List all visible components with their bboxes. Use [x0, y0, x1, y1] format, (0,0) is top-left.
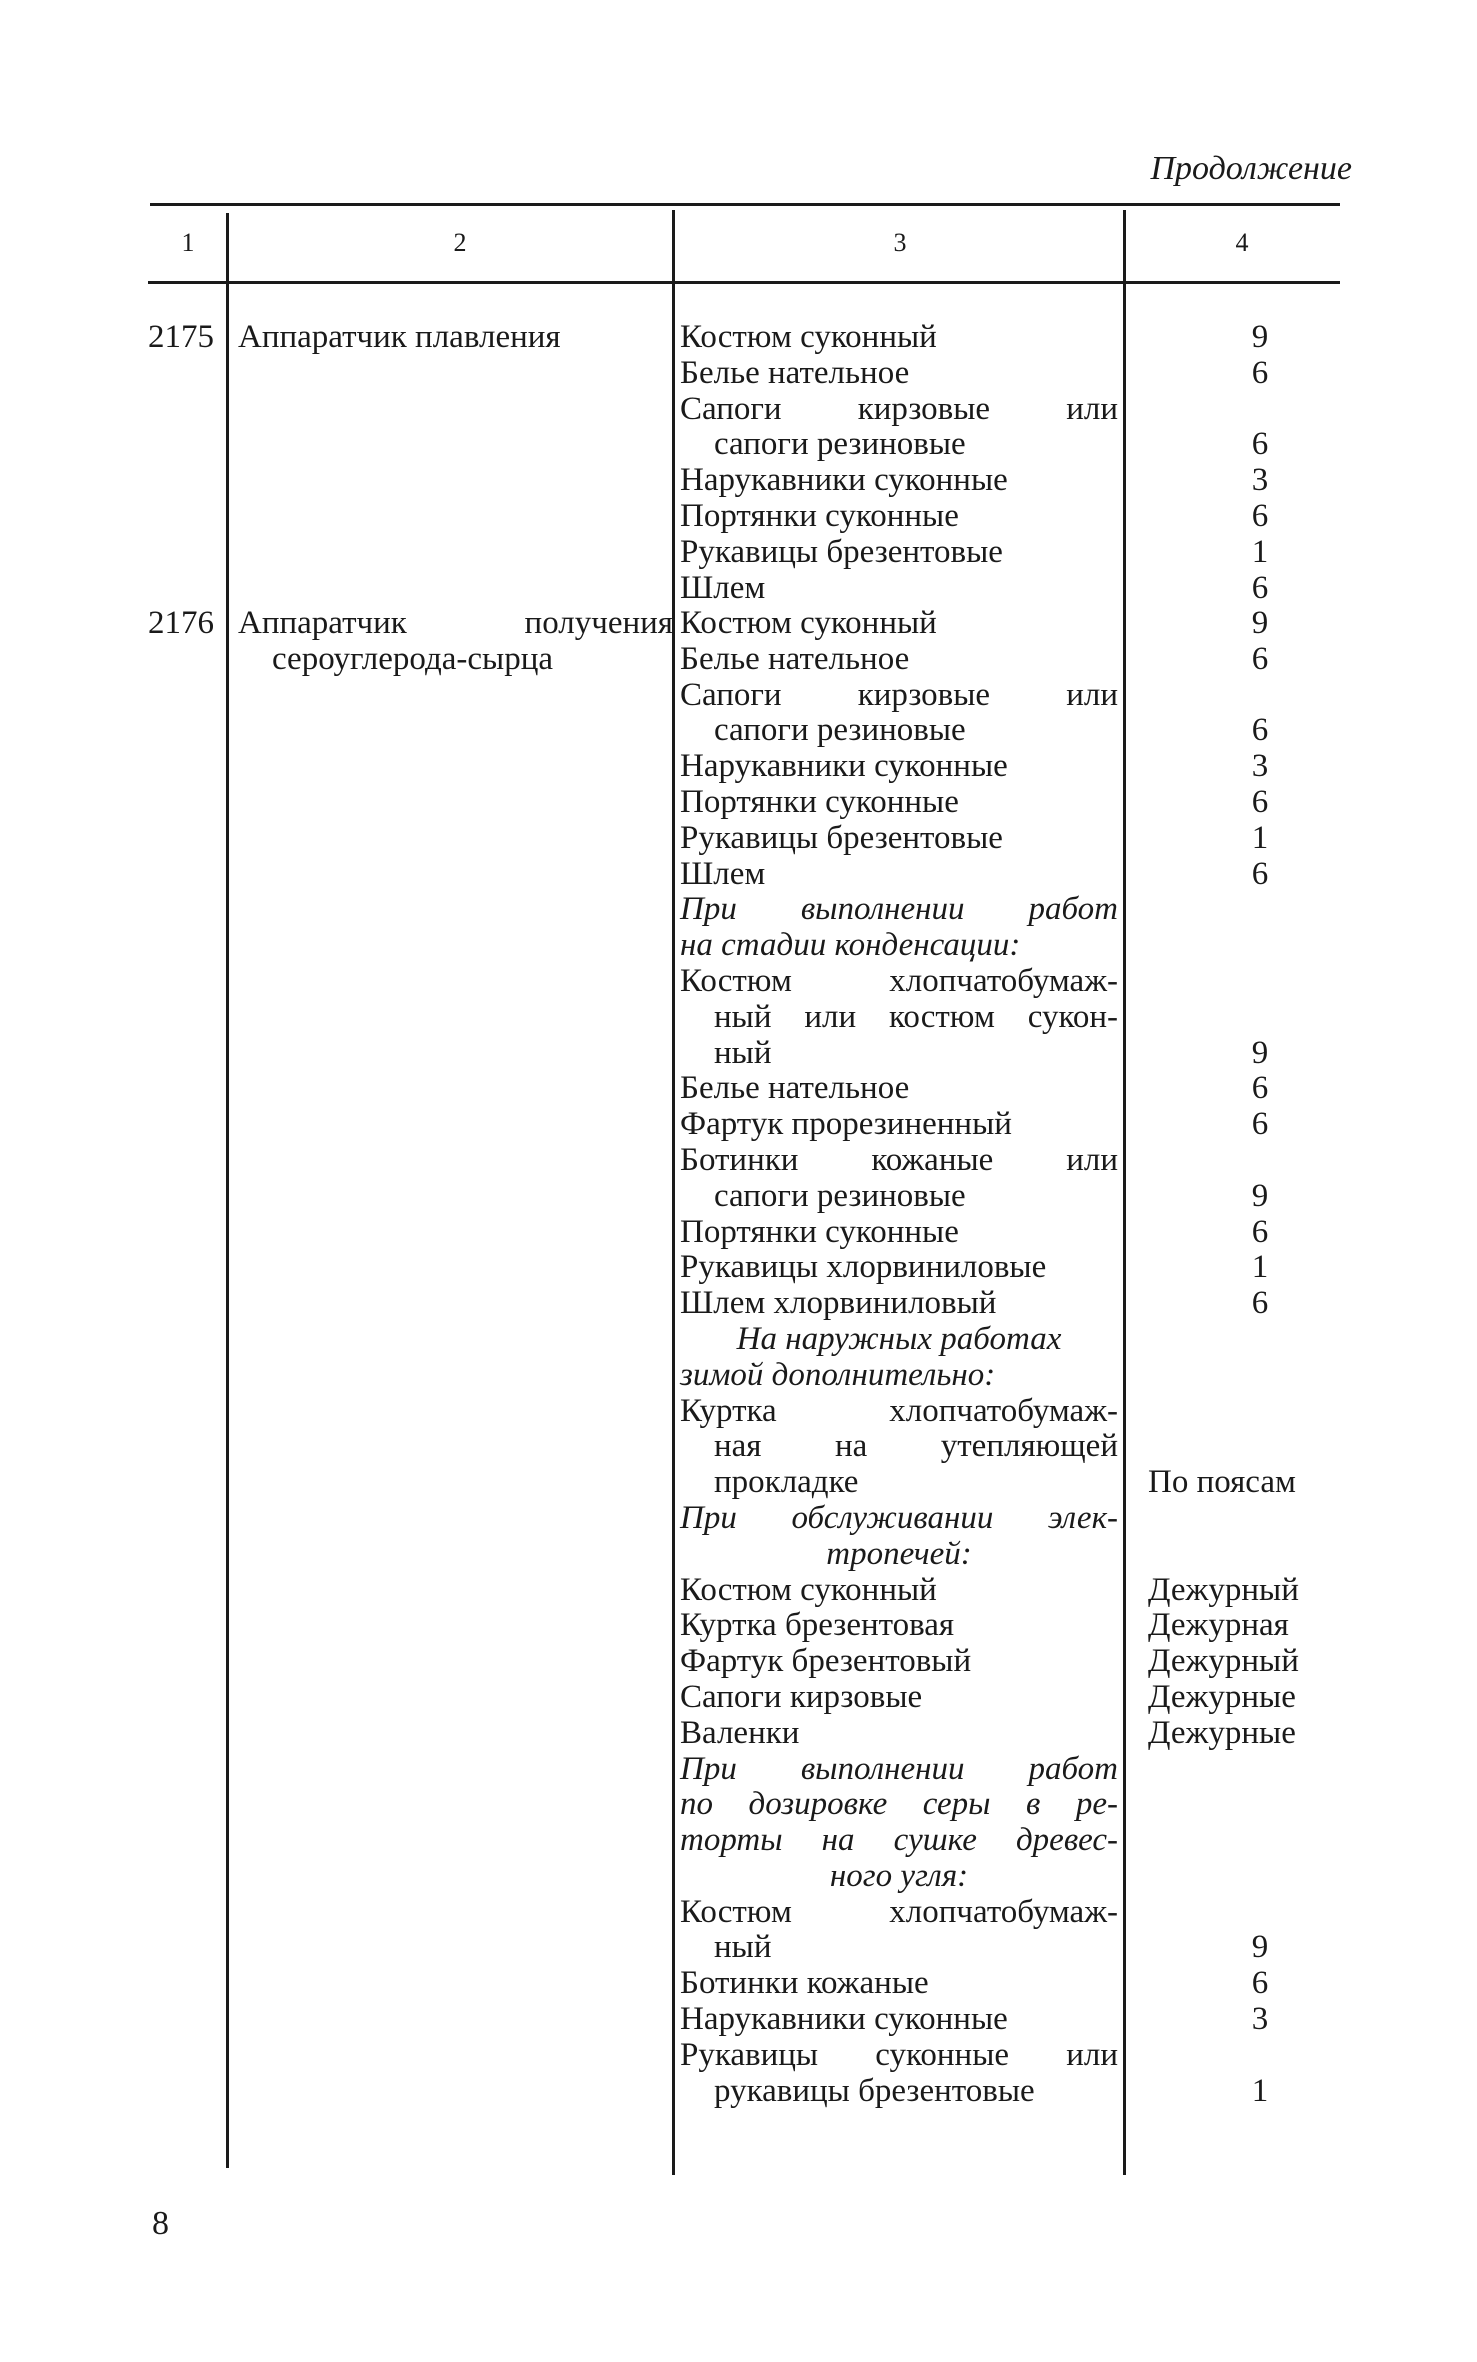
- quantity-cell: 6: [1251, 855, 1269, 892]
- item-line: сапоги резиновые: [714, 426, 966, 463]
- quantity-cell: [1130, 392, 1370, 428]
- quantity-cell: 9: [1251, 1034, 1269, 1071]
- item-line: Белье нательное: [680, 640, 910, 677]
- item-line: Сапоги кирзовые: [680, 1678, 923, 1715]
- item-line: Фартук брезентовый: [680, 1643, 972, 1680]
- item-line: рукавицы брезентовые: [714, 2072, 1035, 2109]
- item-line: Нарукавники суконные: [680, 2001, 1008, 2038]
- item-line: Шлем хлорвиниловый: [680, 1285, 997, 1322]
- quantity-cell: [1130, 892, 1370, 928]
- quantity-cell: [1130, 1501, 1370, 1537]
- quantity-cell: [1130, 1143, 1370, 1179]
- quantity-cell: [1130, 1859, 1370, 1895]
- item-line: Нарукавники суконные: [680, 462, 1008, 499]
- quantities-list: [1130, 606, 1370, 2109]
- item-line: прокладке: [714, 1464, 859, 1501]
- column-header-2: 2: [453, 228, 467, 257]
- quantity-cell: 3: [1251, 748, 1269, 785]
- quantity-cell: 6: [1251, 1106, 1269, 1143]
- quantity-cell: 3: [1251, 462, 1269, 499]
- quantity-cell: 9: [1251, 1929, 1269, 1966]
- item-line: Шлем: [680, 569, 766, 606]
- quantity-cell: 6: [1251, 426, 1269, 463]
- item-line: на стадии конденсации:: [680, 927, 1021, 964]
- item-line: сапоги резиновые: [714, 1177, 966, 1214]
- item-line: ная на утепляющей: [714, 1428, 1118, 1465]
- quantity-cell: 6: [1251, 1965, 1269, 2002]
- quantity-cell: [1130, 1537, 1370, 1573]
- quantity-cell: [1130, 1000, 1370, 1036]
- item-line: Костюм суконный: [680, 319, 937, 355]
- page-number: 8: [152, 2205, 169, 2242]
- item-line: Костюм суконный: [680, 1571, 937, 1608]
- column-divider-1: [226, 213, 229, 2168]
- item-line: Нарукавники суконные: [680, 748, 1008, 785]
- quantity-cell: 6: [1251, 497, 1269, 534]
- quantity-cell: 9: [1251, 1177, 1269, 1214]
- profession-line: Аппаратчик получения: [238, 605, 673, 641]
- item-line: Валенки: [680, 1714, 800, 1751]
- item-line: ного угля:: [829, 1857, 969, 1894]
- quantity-cell: 9: [1251, 319, 1269, 355]
- item-line: Портянки суконные: [680, 497, 959, 534]
- row-code: 2175: [148, 319, 214, 355]
- item-line: Белье нательное: [680, 1070, 910, 1107]
- quantity-cell: 9: [1251, 605, 1269, 641]
- quantity-cell: [1130, 678, 1370, 714]
- item-line: Рукавицы хлорвиниловые: [680, 1249, 1047, 1286]
- quantity-cell: 6: [1251, 640, 1269, 677]
- item-line: зимой дополнительно:: [680, 1356, 996, 1393]
- continuation-label: Продолжение: [1150, 150, 1352, 187]
- quantity-cell: [1130, 1322, 1370, 1358]
- item-line: ный: [714, 1034, 772, 1071]
- item-line: тропечей:: [826, 1535, 972, 1572]
- profession-line: сероуглерода-сырца: [272, 640, 554, 677]
- quantity-cell: 6: [1251, 783, 1269, 820]
- item-line: Куртка брезентовая: [680, 1607, 955, 1644]
- item-line: Костюм хлопчатобумаж-: [680, 1893, 1118, 1930]
- quantities-list: [1130, 320, 1370, 606]
- items-list: [680, 320, 1118, 606]
- quantity-cell: 6: [1251, 1285, 1269, 1322]
- item-line: Костюм суконный: [680, 605, 937, 641]
- quantity-cell: 6: [1251, 1070, 1269, 1107]
- quantity-cell: 3: [1251, 2001, 1269, 2038]
- quantity-cell: [1130, 2038, 1370, 2074]
- item-line: Рукавицы суконные или: [680, 2036, 1118, 2073]
- quantity-cell: 1: [1251, 819, 1269, 856]
- quantity-cell: [1130, 1394, 1370, 1430]
- quantity-cell: Дежурные: [1148, 1714, 1296, 1751]
- profession-name: [238, 320, 561, 356]
- item-line: Шлем: [680, 855, 766, 892]
- item-line: Куртка хлопчатобумаж-: [680, 1392, 1118, 1429]
- quantity-cell: [1130, 1429, 1370, 1465]
- quantity-cell: Дежурный: [1148, 1643, 1299, 1680]
- column-header-4: 4: [1235, 228, 1249, 257]
- profession-name: [238, 606, 673, 678]
- quantity-cell: 6: [1251, 712, 1269, 749]
- quantity-cell: 1: [1251, 2072, 1269, 2109]
- items-list: [680, 606, 1118, 2109]
- quantity-cell: 6: [1251, 1213, 1269, 1250]
- quantity-cell: Дежурные: [1148, 1678, 1296, 1715]
- item-line: Белье нательное: [680, 354, 910, 391]
- item-line: При выполнении работ: [680, 1750, 1118, 1787]
- item-line: Портянки суконные: [680, 783, 959, 820]
- item-line: сапоги резиновые: [714, 712, 966, 749]
- quantity-cell: Дежурная: [1148, 1607, 1289, 1644]
- quantity-cell: [1130, 1358, 1370, 1394]
- item-line: торты на сушке древес-: [680, 1822, 1118, 1859]
- quantity-cell: 1: [1251, 533, 1269, 570]
- quantity-cell: 1: [1251, 1249, 1269, 1286]
- column-header-3: 3: [893, 228, 907, 257]
- item-line: Рукавицы брезентовые: [680, 533, 1003, 570]
- quantity-cell: Дежурный: [1148, 1571, 1299, 1608]
- item-line: по дозировке серы в ре-: [680, 1786, 1118, 1823]
- item-line: Сапоги кирзовые или: [680, 390, 1118, 427]
- header-bottom-rule: [148, 281, 1340, 284]
- column-header-1: 1: [181, 228, 195, 257]
- item-line: ный или костюм сукон-: [714, 998, 1118, 1035]
- item-line: При выполнении работ: [680, 891, 1118, 928]
- quantity-cell: 6: [1251, 354, 1269, 391]
- quantity-cell: [1130, 1752, 1370, 1788]
- quantity-cell: [1130, 1823, 1370, 1859]
- item-line: Костюм хлопчатобумаж-: [680, 962, 1118, 999]
- quantity-cell: [1130, 1895, 1370, 1931]
- profession-line: Аппаратчик плавления: [238, 319, 561, 355]
- item-line: Рукавицы брезентовые: [680, 819, 1003, 856]
- quantity-cell: [1130, 1787, 1370, 1823]
- item-line: На наружных работах: [736, 1320, 1062, 1357]
- top-rule: [150, 203, 1340, 206]
- quantity-cell: [1130, 964, 1370, 1000]
- row-code: 2176: [148, 605, 214, 641]
- item-line: Ботинки кожаные или: [680, 1141, 1118, 1178]
- item-line: Фартук прорезиненный: [680, 1106, 1012, 1143]
- item-line: ный: [714, 1929, 772, 1966]
- quantity-cell: 6: [1251, 569, 1269, 606]
- item-line: При обслуживании элек-: [680, 1499, 1118, 1536]
- column-divider-3: [1123, 210, 1126, 2175]
- column-divider-2: [672, 210, 675, 2175]
- item-line: Портянки суконные: [680, 1213, 959, 1250]
- quantity-cell: По поясам: [1148, 1464, 1296, 1501]
- quantity-cell: [1130, 928, 1370, 964]
- item-line: Сапоги кирзовые или: [680, 676, 1118, 713]
- item-line: Ботинки кожаные: [680, 1965, 929, 2002]
